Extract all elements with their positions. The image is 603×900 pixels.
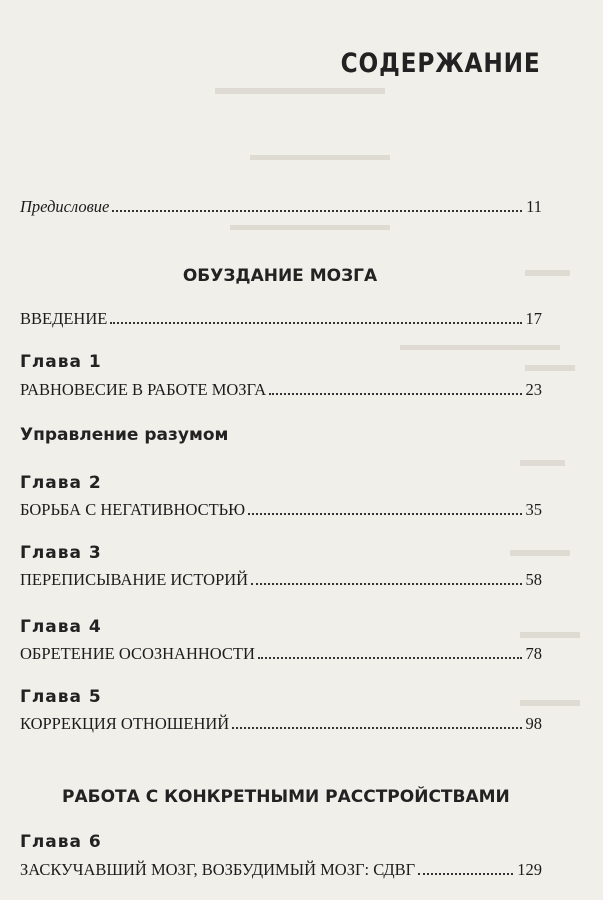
toc-page-number: 35 <box>525 500 542 519</box>
toc-entry-label: РАВНОВЕСИЕ В РАБОТЕ МОЗГА <box>20 380 267 399</box>
page-title: СОДЕРЖАНИЕ <box>340 48 541 79</box>
chapter-label: Глава 5 <box>20 687 102 707</box>
part-heading: РАБОТА С КОНКРЕТНЫМИ РАССТРОЙСТВАМИ <box>62 787 510 807</box>
toc-entry-label: Предисловие <box>20 197 110 216</box>
toc-entry-chapter <box>20 570 542 590</box>
toc-page-number: 17 <box>525 309 542 328</box>
toc-entry-label: ЗАСКУЧАВШИЙ МОЗГ, ВОЗБУДИМЫЙ МОЗГ: СДВГ <box>20 860 416 879</box>
toc-entry-preface <box>20 197 542 217</box>
toc-entry-chapter <box>20 714 542 734</box>
toc-page-number: 98 <box>525 714 542 733</box>
toc-page-number: 129 <box>517 860 542 879</box>
toc-entry-intro <box>20 309 542 329</box>
chapter-label: Глава 1 <box>20 352 102 372</box>
dot-leader <box>258 656 522 659</box>
toc-page-number: 23 <box>525 380 542 399</box>
dot-leader <box>248 512 521 515</box>
part-heading: Управление разумом <box>20 425 229 445</box>
toc-entry-label: ВВЕДЕНИЕ <box>20 309 108 328</box>
chapter-label: Глава 4 <box>20 617 102 637</box>
toc-entry-chapter <box>20 644 542 664</box>
dot-leader <box>269 392 521 395</box>
toc-entry-chapter <box>20 500 542 520</box>
dot-leader <box>110 321 521 324</box>
toc-entry-label: ПЕРЕПИСЫВАНИЕ ИСТОРИЙ <box>20 570 249 589</box>
toc-page-number: 11 <box>526 197 542 216</box>
toc-entry-label: БОРЬБА С НЕГАТИВНОСТЬЮ <box>20 500 246 519</box>
toc-entry-label: КОРРЕКЦИЯ ОТНОШЕНИЙ <box>20 714 230 733</box>
part-heading: ОБУЗДАНИЕ МОЗГА <box>182 266 378 286</box>
chapter-label: Глава 6 <box>20 832 102 852</box>
dot-leader <box>232 726 521 729</box>
toc-entry-label: ОБРЕТЕНИЕ ОСОЗНАННОСТИ <box>20 644 255 663</box>
dot-leader <box>418 872 513 875</box>
chapter-label: Глава 3 <box>20 543 102 563</box>
toc-entry-chapter <box>20 860 542 880</box>
dot-leader <box>112 209 522 212</box>
toc-page-number: 78 <box>525 644 542 663</box>
toc-entry-chapter <box>20 380 542 400</box>
chapter-label: Глава 2 <box>20 473 102 493</box>
toc-page-number: 58 <box>525 570 542 589</box>
dot-leader <box>251 582 521 585</box>
